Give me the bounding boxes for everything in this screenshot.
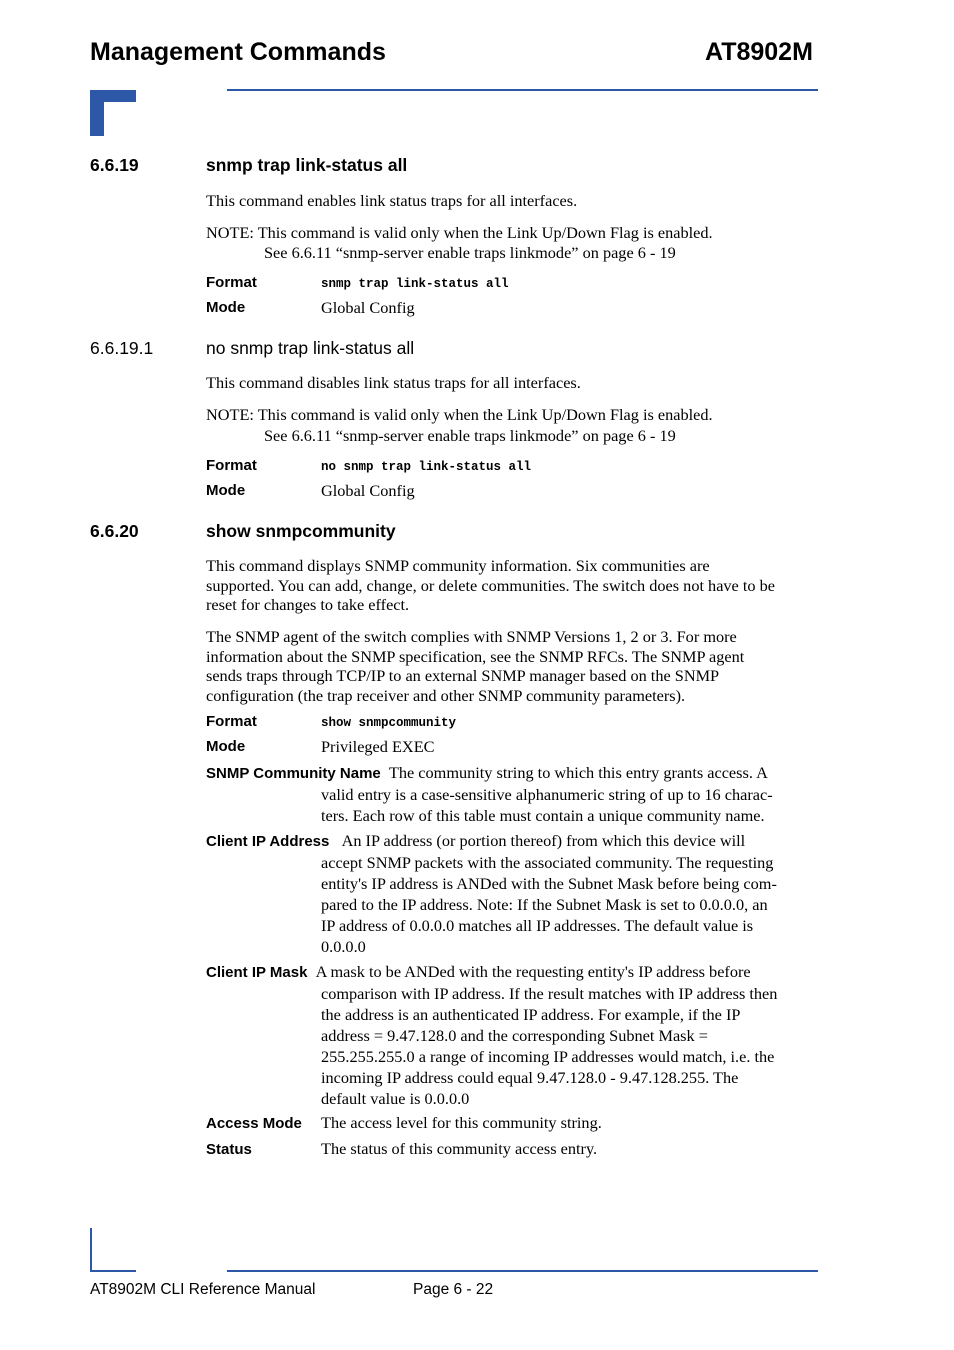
paragraph-line: reset for changes to take effect. — [206, 595, 410, 614]
format-label: Format — [206, 713, 257, 730]
footer-page-number: Page 6 - 22 — [413, 1281, 494, 1298]
mode-label: Mode — [206, 482, 246, 499]
mode-value: Global Config — [321, 298, 415, 317]
definition-text: comparison with IP address. If the result matches with IP address then — [321, 984, 778, 1003]
paragraph-line: This command displays SNMP community information. Six communities are — [206, 556, 710, 575]
definition-text: the address is an authenticated IP address. For example, if the IP — [321, 1005, 741, 1024]
definition-text: entity's IP address is ANDed with the Subnet Mask before being com- — [321, 874, 777, 893]
paragraph-line: sends traps through TCP/IP to an external SNMP manager based on the SNMP — [206, 666, 720, 685]
definition-term: Status — [206, 1141, 252, 1158]
subsection-number: 6.6.19.1 — [90, 338, 154, 358]
corner-bracket-icon — [90, 90, 136, 136]
definition-text: accept SNMP packets with the associated community. The requesting — [321, 853, 774, 872]
format-value: show snmpcommunity — [321, 716, 457, 730]
paragraph-line: configuration (the trap receiver and other SNMP community parameters). — [206, 685, 686, 705]
mode-label: Mode — [206, 299, 246, 316]
definition-text: The access level for this community string. — [321, 1113, 602, 1132]
definition-text: incoming IP address could equal 9.47.128.0 - 9.47.128.255. The — [321, 1068, 739, 1087]
header-rule — [227, 89, 818, 91]
format-label: Format — [206, 457, 257, 474]
footer-manual-title: AT8902M CLI Reference Manual — [90, 1281, 316, 1298]
definition-text: address = 9.47.128.0 and the corresponding Subnet Mask = — [321, 1026, 708, 1045]
section-description: This command disables link status traps for all interfaces. — [206, 373, 581, 392]
definition-snmp-community-name — [206, 762, 821, 826]
definition-client-ip-mask — [206, 961, 821, 1109]
definition-term: Client IP Address — [206, 833, 330, 850]
subsection-title: no snmp trap link-status all — [206, 338, 415, 358]
mode-value: Global Config — [321, 481, 415, 500]
definition-access-mode — [206, 1112, 821, 1134]
format-label: Format — [206, 274, 257, 291]
definition-text: IP address of 0.0.0.0 matches all IP addresses. The default value is — [321, 916, 754, 935]
format-value: snmp trap link-status all — [321, 277, 509, 291]
definition-status — [206, 1138, 821, 1160]
definition-term: SNMP Community Name — [206, 765, 381, 782]
definition-text: A mask to be ANDed with the requesting entity's IP address before — [315, 962, 751, 981]
footer-bracket-vertical — [90, 1228, 92, 1272]
section-number: 6.6.19 — [90, 155, 139, 175]
paragraph-line: supported. You can add, change, or delete communities. The switch does not have to be — [206, 575, 775, 595]
note-reference: See 6.6.11 “snmp-server enable traps linkmode” on page 6 - 19 — [264, 426, 676, 445]
definition-text: 0.0.0.0 — [321, 937, 366, 956]
definition-text: ters. Each row of this table must contain a unique community name. — [321, 806, 765, 825]
definition-term: Client IP Mask — [206, 964, 308, 981]
definition-text: The community string to which this entry grants access. A — [388, 763, 768, 782]
definition-text: 255.255.255.0 a range of incoming IP addresses would match, i.e. the — [321, 1047, 775, 1066]
section-description: This command enables link status traps for all interfaces. — [206, 191, 578, 210]
footer-bracket-horizontal — [90, 1270, 136, 1272]
note-line: NOTE: This command is valid only when the Link Up/Down Flag is enabled. — [206, 405, 713, 424]
section-title: show snmpcommunity — [206, 521, 396, 541]
definition-text: pared to the IP address. Note: If the Subnet Mask is set to 0.0.0.0, an — [321, 895, 768, 914]
page-header-title: Management Commands — [90, 38, 386, 66]
paragraph-line: The SNMP agent of the switch complies with SNMP Versions 1, 2 or 3. For more — [206, 627, 737, 646]
page-header-product: AT8902M — [705, 38, 813, 66]
format-value: no snmp trap link-status all — [321, 460, 532, 474]
definition-text: default value is 0.0.0.0 — [321, 1089, 470, 1108]
section-title: snmp trap link-status all — [206, 155, 408, 175]
definition-text: valid entry is a case-sensitive alphanumeric string of up to 16 charac- — [321, 785, 773, 804]
section-paragraph-2 — [206, 627, 826, 705]
mode-value: Privileged EXEC — [321, 737, 435, 756]
note-reference: See 6.6.11 “snmp-server enable traps linkmode” on page 6 - 19 — [264, 243, 676, 262]
section-number: 6.6.20 — [90, 521, 139, 541]
definition-client-ip-address — [206, 830, 821, 957]
paragraph-line: information about the SNMP specification, see the SNMP RFCs. The SNMP agent — [206, 646, 745, 666]
mode-label: Mode — [206, 738, 246, 755]
definition-text: The status of this community access entry. — [321, 1139, 598, 1158]
definition-term: Access Mode — [206, 1115, 302, 1132]
footer-rule — [227, 1270, 818, 1272]
note-line: NOTE: This command is valid only when the Link Up/Down Flag is enabled. — [206, 223, 713, 242]
section-paragraph-1 — [206, 556, 826, 615]
definition-text: An IP address (or portion thereof) from which this device will — [341, 831, 746, 850]
